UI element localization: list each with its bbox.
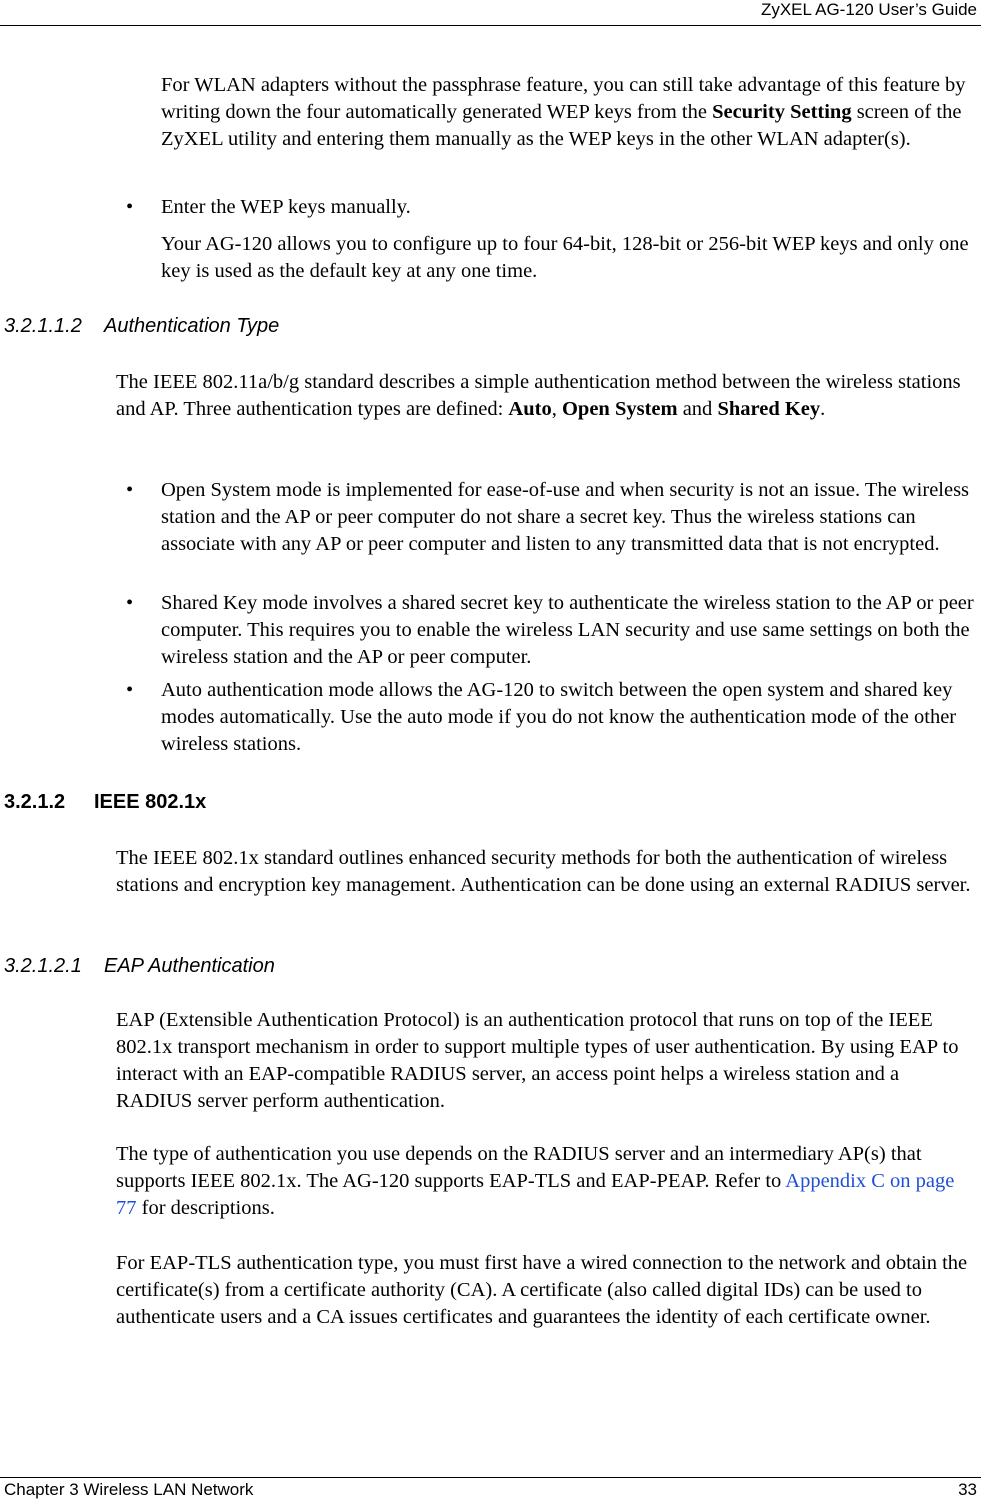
auto-term: Auto <box>508 398 552 420</box>
heading-number: 3.2.1.2 <box>4 791 66 813</box>
heading-title: EAP Authentication <box>104 955 275 977</box>
eap-text-b: for descriptions. <box>136 1197 275 1219</box>
period: . <box>820 398 826 420</box>
bullet-shared-key: Shared Key mode involves a shared secret key to authenticate the wireless station to the AP or peer computer. This requires you to enable the wireless LAN security and use same settings on both the wireless station and the AP or peer computer. <box>161 592 974 668</box>
eap-text-a: The type of authentication you use depends on the RADIUS server and an intermediary AP(s) that supports IEEE 802.1x. The AG-120 supports EAP-TLS and EAP-PEAP. Refer to <box>116 1143 922 1192</box>
appendix-c-link[interactable]: Appendix C on page 77 <box>116 1170 955 1219</box>
footer-page-number: 33 <box>958 1480 977 1499</box>
eap-paragraph-3: For EAP-TLS authentication type, you must first have a wired connection to the network and obtain the certificate(s) from a certificate authority (CA). A certificate (also called digital IDs) can be used to authenticate users and a CA issues certificates and guarantees the identity of each certificate owner. <box>116 1252 968 1328</box>
security-setting-term: Security Setting <box>712 101 852 123</box>
open-system-term: Open System <box>561 398 678 420</box>
heading-authentication-type <box>4 314 279 338</box>
footer-chapter: Chapter 3 Wireless LAN Network <box>4 1480 254 1499</box>
auth-type-text: The IEEE 802.11a/b/g standard describes a simple authentication method between the wireless stations and AP. Three authentication types are defined: <box>116 371 961 420</box>
bullet-open-system: Open System mode is implemented for ease-of-use and when security is not an issue. The wireless station and the AP or peer computer do not share a secret key. Thus the wireless stations can associate with any AP or peer computer and listen to any transmitted data that is not encrypted. <box>161 479 970 555</box>
shared-key-term: Shared Key <box>717 398 821 420</box>
footer-rule <box>0 1477 981 1478</box>
bullet-marker: • <box>126 592 134 614</box>
eap-paragraph-1: EAP (Extensible Authentication Protocol) is an authentication protocol that runs on top of the IEEE 802.1x transport mechanism in order to support multiple types of user authentication. By using EAP to interact with an EAP-compatible RADIUS server, an access point helps a wireless station and a RADIUS server perform authentication. <box>116 1009 959 1112</box>
separator: and <box>677 398 718 420</box>
heading-number: 3.2.1.2.1 <box>4 955 82 977</box>
intro-paragraph <box>161 72 976 153</box>
heading-number: 3.2.1.1.2 <box>4 315 82 337</box>
heading-eap-authentication <box>4 954 275 978</box>
bullet-wep-manual: Enter the WEP keys manually. <box>161 196 411 218</box>
heading-title: Authentication Type <box>104 315 280 337</box>
separator: , <box>551 398 562 420</box>
auth-type-paragraph <box>116 369 976 423</box>
eap-paragraph-2 <box>116 1141 976 1222</box>
running-header-title: ZyXEL AG-120 User’s Guide <box>760 0 977 19</box>
ieee-8021x-paragraph: The IEEE 802.1x standard outlines enhanced security methods for both the authentication of wireless stations and encryption key management. Authentication can be done using an external RADIUS server. <box>116 847 971 896</box>
wep-keys-paragraph: Your AG-120 allows you to configure up to four 64-bit, 128-bit or 256-bit WEP keys and only one key is used as the default key at any one time. <box>161 233 969 282</box>
bullet-marker: • <box>126 479 134 501</box>
heading-title: IEEE 802.1x <box>94 791 207 813</box>
header-rule <box>0 25 981 26</box>
intro-text-a: For WLAN adapters without the passphrase feature, you can still take advantage of this feature by writing down the four automatically generated WEP keys from the <box>161 74 966 123</box>
intro-text-b: screen of the ZyXEL utility and entering them manually as the WEP keys in the other WLAN adapter(s). <box>161 101 962 150</box>
bullet-auto: Auto authentication mode allows the AG-120 to switch between the open system and shared key modes automatically. Use the auto mode if you do not know the authentication mode of the other wireless stations. <box>161 679 957 755</box>
bullet-marker: • <box>126 196 134 218</box>
bullet-marker: • <box>126 679 134 701</box>
heading-ieee-8021x <box>4 790 206 814</box>
